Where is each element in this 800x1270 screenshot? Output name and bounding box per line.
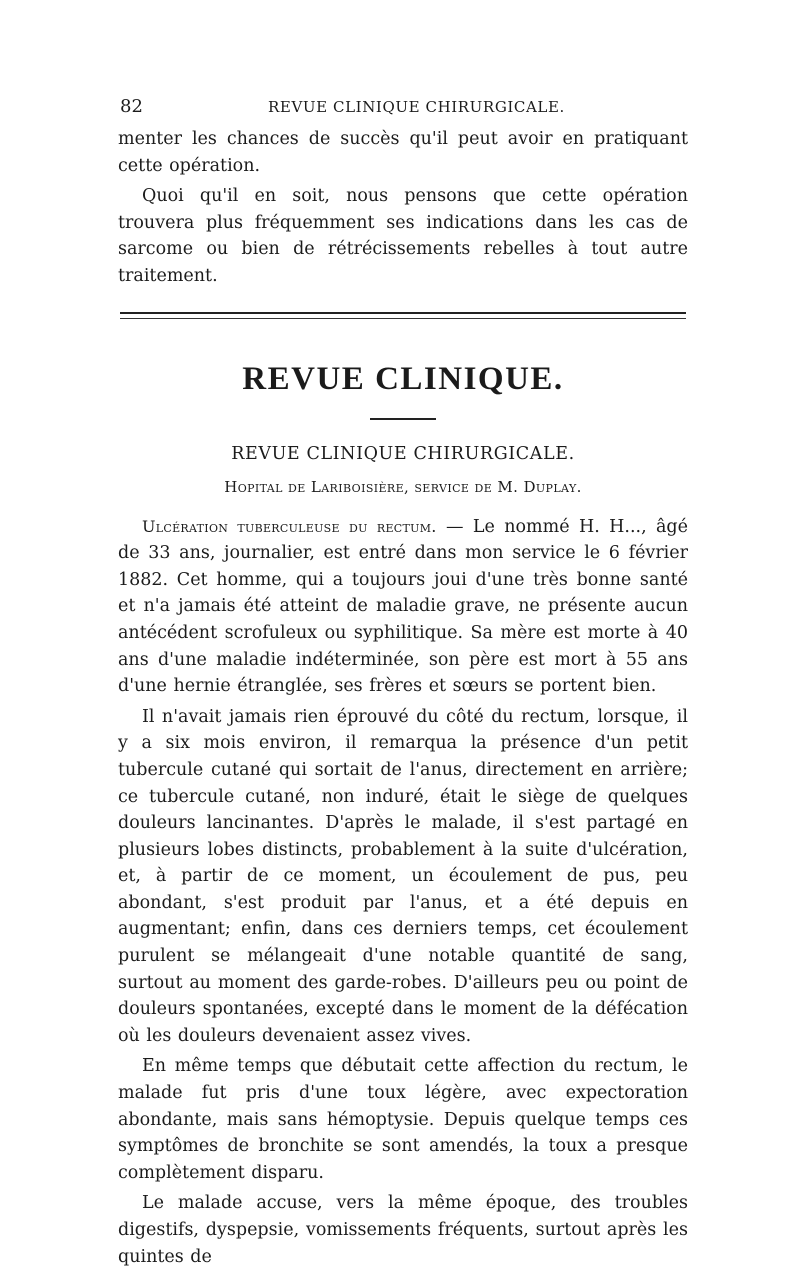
intro-paragraph-2: Quoi qu'il en soit, nous pensons que cette opération trouvera plus fréquemment ses indications dans les cas de sarcome ou bien de rétrécissements rebelles à tout autre traitement.: [118, 186, 688, 286]
case-paragraph-4: Le malade accuse, vers la même époque, des troubles digestifs, dyspepsie, vomissements fréquents, surtout après les quintes de: [118, 1193, 688, 1267]
running-head: [118, 96, 688, 120]
case-paragraph-3: En même temps que débutait cette affection du rectum, le malade fut pris d'une toux légère, avec expectoration abondante, mais sans hémoptysie. Depuis quelque temps ces symptômes de bronchite se sont amendés, la toux a presque complètement disparu.: [118, 1056, 688, 1183]
case-title: Ulcération tuberculeuse du rectum.: [142, 516, 437, 536]
section-divider: [120, 312, 686, 319]
intro-paragraph-continued: menter les chances de succès qu'il peut avoir en pratiquant cette opération.: [118, 129, 688, 176]
divider-thin-line: [120, 318, 686, 319]
book-page: [118, 96, 688, 1270]
section-title: REVUE CLINIQUE.: [242, 360, 564, 397]
title-underline: [370, 418, 436, 420]
case-paragraph-1-text: — Le nommé H. H..., âgé de 33 ans, journalier, est entré dans mon service le 6 février 1882. Cet homme, qui a toujours joui d'une très bonne santé et n'a jamais été atteint de maladie grave, ne présente aucun antécédent scrofuleux ou syphilitique. Sa mère est morte à 40 ans d'une maladie indéterminée, son père est mort à 55 ans d'une hernie étranglée, ses frères et sœurs se portent bien.: [118, 516, 688, 697]
page-number: 82: [120, 96, 143, 117]
section-subtitle: REVUE CLINIQUE CHIRURGICALE.: [231, 443, 575, 464]
case-paragraph-1: [118, 514, 688, 700]
case-paragraph-2: Il n'avait jamais rien éprouvé du côté du rectum, lorsque, il y a six mois environ, il remarqua la présence d'un petit tubercule cutané qui sortait de l'anus, directement en arrière; ce tubercule cutané, non induré, était le siège de quelques douleurs lancinantes. D'après le malade, il s'est partagé en plusieurs lobes distincts, probablement à la suite d'ulcération, et, à partir de ce moment, un écoulement de pus, peu abondant, s'est produit par l'anus, et a été depuis en augmentant; enfin, dans ces derniers temps, cet écoulement purulent se mélangeait d'une notable quantité de sang, surtout au moment des garde-robes. D'ailleurs peu ou point de douleurs spontanées, excepté dans le moment de la défécation où les douleurs devenaient assez vives.: [118, 706, 688, 1046]
hospital-heading: Hopital de Lariboisière, service de M. Duplay.: [224, 477, 582, 496]
divider-thick-line: [120, 312, 686, 314]
running-title: REVUE CLINIQUE CHIRURGICALE.: [268, 98, 565, 116]
